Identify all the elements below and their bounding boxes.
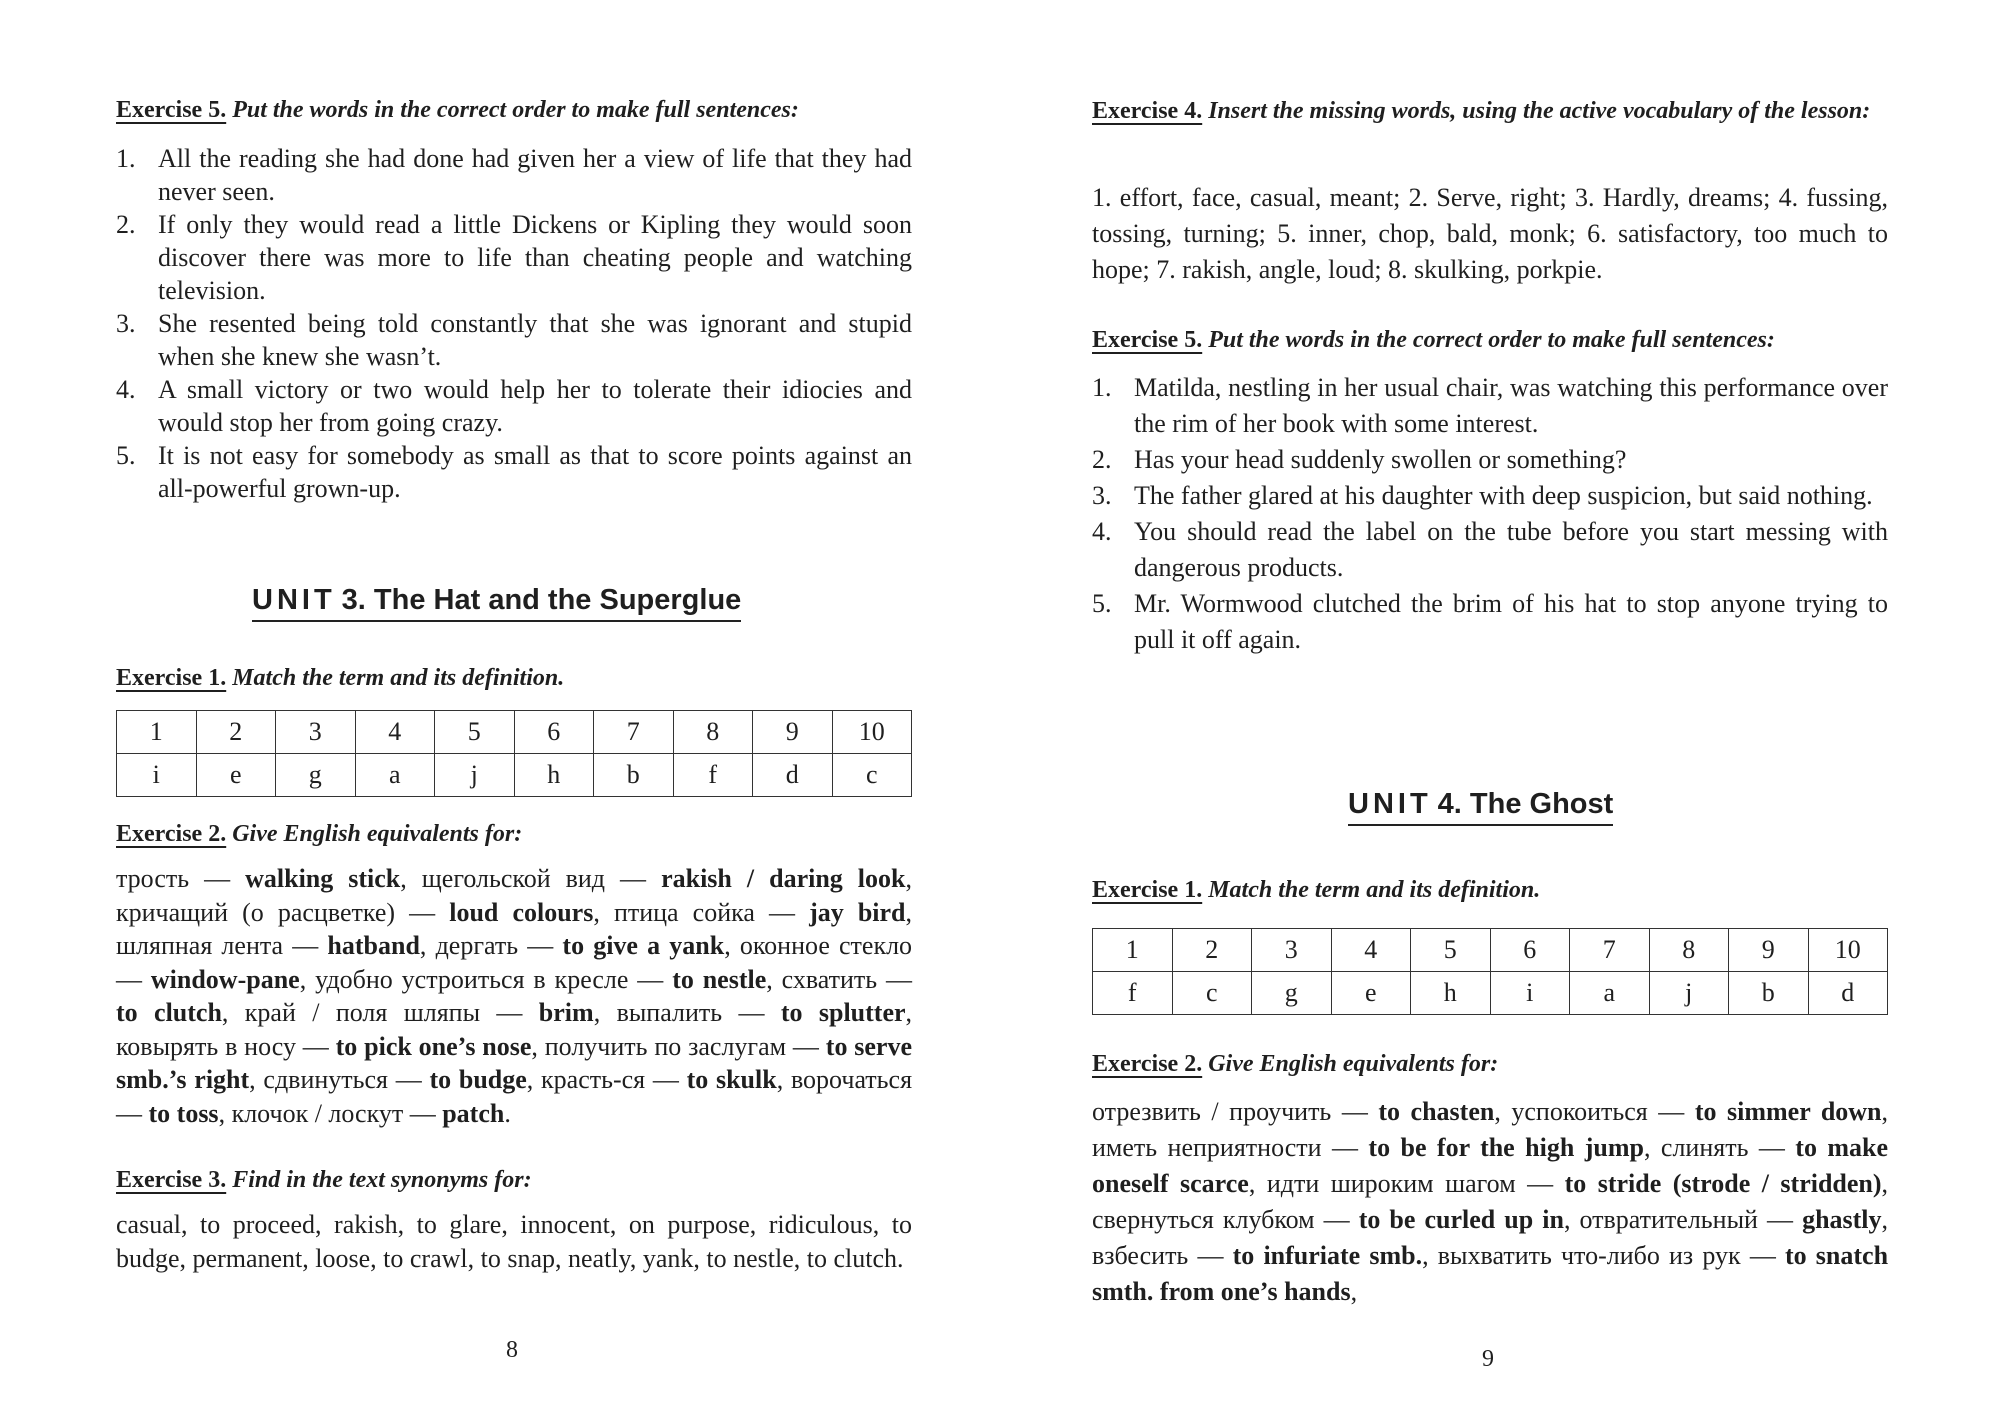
table-cell: 2 bbox=[196, 711, 276, 754]
item-number: 1. bbox=[1092, 373, 1112, 402]
item-number: 4. bbox=[1092, 517, 1112, 546]
exercise-number: Exercise 1. bbox=[1092, 877, 1203, 903]
english-term: to snatch smth. from one’s hands bbox=[1092, 1241, 1889, 1306]
item-text: It is not easy for somebody as small as that to score points against an all-powerful grown-up. bbox=[158, 441, 912, 503]
russian-term: дергать bbox=[435, 931, 519, 960]
english-term: to nestle bbox=[672, 964, 767, 994]
table-cell: 9 bbox=[753, 711, 833, 754]
exercise-1-heading bbox=[116, 660, 912, 696]
exercise-5-heading bbox=[116, 92, 912, 128]
russian-term: сдвинуться bbox=[263, 1065, 388, 1094]
exercise-3-heading bbox=[116, 1162, 912, 1198]
table-cell: d bbox=[753, 754, 833, 797]
item-text: Has your head suddenly swollen or something? bbox=[1134, 445, 1627, 474]
table-cell: a bbox=[355, 754, 435, 797]
table-cell: 2 bbox=[1172, 929, 1252, 972]
table-cell: b bbox=[1729, 972, 1809, 1015]
exercise-task: Give English equivalents for: bbox=[232, 821, 523, 847]
exercise-4-heading bbox=[1092, 93, 1888, 129]
table-cell: h bbox=[1411, 972, 1491, 1015]
match-table bbox=[1092, 928, 1888, 1015]
table-row bbox=[1093, 929, 1888, 972]
exercise-number: Exercise 2. bbox=[116, 821, 227, 847]
table-cell: 3 bbox=[276, 711, 356, 754]
table-cell: 7 bbox=[1570, 929, 1650, 972]
exercise-task: Insert the missing words, using the active vocabulary of the lesson: bbox=[1208, 98, 1871, 124]
table-cell: g bbox=[1252, 972, 1332, 1015]
exercise-task: Find in the text synonyms for: bbox=[232, 1167, 532, 1193]
table-cell: 4 bbox=[1331, 929, 1411, 972]
item-text: If only they would read a little Dickens or Kipling they would soon discover there was more to life than cheating people and watching television. bbox=[158, 210, 912, 305]
item-text: All the reading she had done had given her a view of life that they had never seen. bbox=[158, 144, 912, 206]
russian-term: край / поля шляпы bbox=[244, 998, 481, 1027]
table-cell: j bbox=[1649, 972, 1729, 1015]
russian-term: птица сойка bbox=[613, 897, 755, 927]
item-text: She resented being told constantly that she was ignorant and stupid when she knew she wasn’t. bbox=[158, 309, 912, 371]
table-cell: c bbox=[1172, 972, 1252, 1015]
exercise-2-heading bbox=[116, 816, 912, 852]
match-table bbox=[116, 710, 912, 797]
exercise-task: Put the words in the correct order to make full sentences: bbox=[1208, 327, 1775, 353]
table-cell: b bbox=[594, 754, 674, 797]
russian-term: получить по заслугам bbox=[544, 1031, 787, 1061]
table-cell: 1 bbox=[117, 711, 197, 754]
russian-term: ворочаться bbox=[790, 1065, 913, 1094]
english-term: ghastly bbox=[1802, 1205, 1882, 1234]
table-cell: 10 bbox=[1808, 929, 1888, 972]
item-text: Matilda, nestling in her usual chair, was watching this performance over the rim of her book with some interest. bbox=[1134, 373, 1888, 438]
exercise-number: Exercise 5. bbox=[116, 97, 227, 123]
unit-name: 4. The Ghost bbox=[1437, 788, 1614, 820]
page-number: 8 bbox=[506, 1337, 518, 1363]
table-cell: c bbox=[832, 754, 912, 797]
exercise-1-heading bbox=[1092, 872, 1888, 908]
item-number: 5. bbox=[1092, 589, 1112, 618]
list-item bbox=[116, 142, 912, 208]
list-item bbox=[116, 439, 912, 505]
exercise-task: Match the term and its definition. bbox=[232, 665, 565, 691]
english-term: hatband bbox=[327, 931, 420, 960]
russian-term: клочок / лоскут bbox=[231, 1098, 404, 1128]
item-text: Mr. Wormwood clutched the brim of his hat to stop anyone trying to pull it off again. bbox=[1134, 589, 1888, 654]
item-number: 2. bbox=[1092, 445, 1112, 474]
english-term: window-pane bbox=[150, 964, 300, 994]
russian-term: щегольской вид bbox=[421, 864, 606, 893]
english-term: patch bbox=[442, 1098, 505, 1128]
table-cell: 10 bbox=[832, 711, 912, 754]
table-cell: 6 bbox=[514, 711, 594, 754]
page-number: 9 bbox=[1482, 1346, 1494, 1372]
exercise-number: Exercise 5. bbox=[1092, 327, 1203, 353]
table-cell: 5 bbox=[1411, 929, 1491, 972]
table-cell: 3 bbox=[1252, 929, 1332, 972]
table-cell: 6 bbox=[1490, 929, 1570, 972]
russian-term: красть-ся bbox=[541, 1065, 646, 1094]
item-text: The father glared at his daughter with deep suspicion, but said nothing. bbox=[1134, 481, 1873, 510]
unit-word: UNIT bbox=[252, 584, 336, 616]
list-item bbox=[1092, 370, 1888, 442]
english-term: rakish / daring look bbox=[661, 864, 906, 893]
table-cell: d bbox=[1808, 972, 1888, 1015]
table-cell: f bbox=[1093, 972, 1173, 1015]
english-term: loud colours bbox=[449, 897, 594, 927]
equivalents-paragraph: отрезвить / проучить — to chasten, успокоиться — to simmer down, иметь неприятности — to be for the high jump, слинять — to make oneself scarce, идти широким шагом — to stride (strode / stridden), свернуться клубком — to be curled up in, отвратительный — ghastly, взбесить — to infuriate smb., выхватить что-либо из рук — to snatch smth. from one’s hands, bbox=[1092, 1097, 1889, 1306]
english-term: to chasten bbox=[1378, 1097, 1495, 1126]
item-number: 3. bbox=[1092, 481, 1112, 510]
english-term: to stride (strode / stridden) bbox=[1564, 1169, 1882, 1198]
exercise-number: Exercise 3. bbox=[116, 1167, 227, 1193]
english-term: to give a yank bbox=[562, 931, 725, 960]
list-item bbox=[1092, 478, 1888, 514]
table-cell: 8 bbox=[1649, 929, 1729, 972]
russian-term: трость bbox=[116, 864, 190, 893]
english-term: jay bird bbox=[809, 897, 906, 927]
russian-term: удобно устроиться в кресле bbox=[315, 964, 629, 994]
exercise-task: Match the term and its definition. bbox=[1208, 877, 1541, 903]
english-term: walking stick bbox=[245, 864, 401, 893]
russian-term: успокоиться bbox=[1511, 1097, 1648, 1126]
item-text: A small victory or two would help her to tolerate their idiocies and would stop her from going crazy. bbox=[158, 375, 912, 437]
list-item bbox=[116, 208, 912, 307]
exercise-5-heading bbox=[1092, 322, 1888, 358]
english-term: to splutter bbox=[780, 998, 906, 1027]
list-item bbox=[1092, 586, 1888, 658]
unit-name: 3. The Hat and the Superglue bbox=[341, 584, 742, 616]
item-number: 4. bbox=[116, 375, 136, 404]
russian-term: шляпная лента bbox=[116, 931, 284, 960]
table-cell: e bbox=[1331, 972, 1411, 1015]
item-number: 5. bbox=[116, 441, 136, 470]
exercise-task: Put the words in the correct order to make full sentences: bbox=[232, 97, 799, 123]
list-item bbox=[116, 373, 912, 439]
table-cell: i bbox=[1490, 972, 1570, 1015]
table-cell: i bbox=[117, 754, 197, 797]
russian-term: выхватить что-либо из рук bbox=[1437, 1241, 1741, 1270]
item-number: 3. bbox=[116, 309, 136, 338]
english-term: to budge bbox=[429, 1065, 527, 1094]
table-cell: 7 bbox=[594, 711, 674, 754]
english-term: to toss bbox=[148, 1098, 219, 1128]
exercise-task: Give English equivalents for: bbox=[1208, 1051, 1499, 1077]
list-item bbox=[1092, 514, 1888, 586]
english-term: to simmer down bbox=[1694, 1097, 1882, 1126]
russian-term: кричащий (о расцветке) bbox=[116, 897, 396, 927]
table-row bbox=[117, 754, 912, 797]
english-term: brim bbox=[538, 998, 594, 1027]
russian-term: иметь неприятности bbox=[1092, 1133, 1322, 1162]
exercise-5-sentences bbox=[1092, 370, 1888, 658]
english-term: to serve smb.’s right bbox=[116, 1031, 913, 1094]
table-cell: 1 bbox=[1093, 929, 1173, 972]
exercise-number: Exercise 2. bbox=[1092, 1051, 1203, 1077]
russian-term: отвратительный bbox=[1579, 1205, 1758, 1234]
russian-term: слинять bbox=[1660, 1133, 1749, 1162]
synonyms-paragraph: casual, to proceed, rakish, to glare, innocent, on purpose, ridiculous, to budge, permanent, loose, to crawl, to snap, neatly, yank, to nestle, to clutch. bbox=[116, 1210, 912, 1273]
english-term: to infuriate smb. bbox=[1232, 1241, 1423, 1270]
table-cell: 4 bbox=[355, 711, 435, 754]
english-term: to make oneself scarce bbox=[1092, 1133, 1889, 1198]
english-term: to be curled up in bbox=[1358, 1205, 1564, 1234]
unit-4-title bbox=[1348, 784, 1613, 826]
list-item bbox=[1092, 442, 1888, 478]
table-cell: 9 bbox=[1729, 929, 1809, 972]
russian-term: идти широким шагом bbox=[1266, 1169, 1516, 1198]
table-cell: h bbox=[514, 754, 594, 797]
exercise-number: Exercise 1. bbox=[116, 665, 227, 691]
russian-term: свернуться клубком bbox=[1092, 1205, 1315, 1234]
table-cell: f bbox=[673, 754, 753, 797]
english-term: to be for the high jump bbox=[1368, 1133, 1644, 1162]
unit-3-title bbox=[252, 580, 741, 622]
item-number: 1. bbox=[116, 144, 136, 173]
equivalents-paragraph: трость — walking stick, щегольской вид — rakish / daring look, кричащий (о расцветке) — loud colours, птица сойка — jay bird, шляпная лента — hatband, дергать — to give a yank, оконное стекло — window-pane, удобно устроиться в кресле — to nestle, схватить — to clutch, край / поля шляпы — brim, выпалить — to splutter, ковырять в носу — to pick one’s nose, получить по заслугам — to serve smb.’s right, сдвинуться — to budge, красть-ся — to skulk, ворочаться — to toss, клочок / лоскут — patch. bbox=[116, 864, 913, 1128]
item-text: You should read the label on the tube before you start messing with dangerous products. bbox=[1134, 517, 1888, 582]
unit-word: UNIT bbox=[1348, 788, 1432, 820]
exercise-4-answers: 1. effort, face, casual, meant; 2. Serve, right; 3. Hardly, dreams; 4. fussing, tossing, turning; 5. inner, chop, bald, monk; 6. satisfactory, too much to hope; 7. rakish, angle, loud; 8. skulking, porkpie. bbox=[1092, 183, 1888, 284]
table-row bbox=[117, 711, 912, 754]
english-term: to clutch bbox=[116, 998, 222, 1027]
russian-term: выпалить bbox=[616, 998, 723, 1027]
table-cell: 5 bbox=[435, 711, 515, 754]
list-item bbox=[116, 307, 912, 373]
table-cell: g bbox=[276, 754, 356, 797]
exercise-2-heading bbox=[1092, 1046, 1888, 1082]
russian-term: ковырять в носу bbox=[116, 1031, 296, 1061]
table-row bbox=[1093, 972, 1888, 1015]
table-cell: e bbox=[196, 754, 276, 797]
english-term: to skulk bbox=[686, 1065, 777, 1094]
exercise-number: Exercise 4. bbox=[1092, 98, 1203, 124]
item-number: 2. bbox=[116, 210, 136, 239]
table-cell: a bbox=[1570, 972, 1650, 1015]
russian-term: схватить bbox=[781, 964, 878, 994]
english-term: to pick one’s nose bbox=[335, 1031, 532, 1061]
russian-term: отрезвить / проучить bbox=[1092, 1097, 1332, 1126]
table-cell: j bbox=[435, 754, 515, 797]
russian-term: взбесить bbox=[1092, 1241, 1189, 1270]
table-cell: 8 bbox=[673, 711, 753, 754]
russian-term: оконное стекло bbox=[739, 931, 913, 960]
exercise-5-sentences bbox=[116, 142, 912, 505]
